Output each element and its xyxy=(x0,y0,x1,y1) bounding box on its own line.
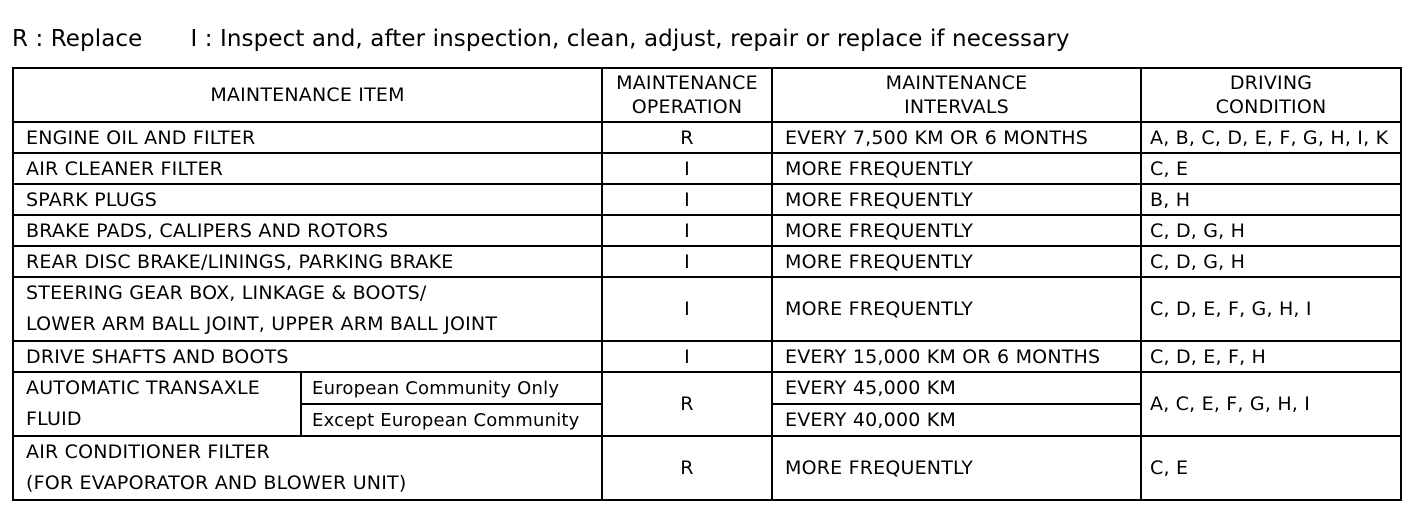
item-cell: SPARK PLUGS xyxy=(13,184,602,215)
sub-item-cell: Except European Community xyxy=(301,404,602,436)
interval-cell: MORE FREQUENTLY xyxy=(772,277,1141,341)
item-cell: DRIVE SHAFTS AND BOOTS xyxy=(13,341,602,372)
table-row xyxy=(13,122,1401,153)
table-row xyxy=(13,372,1401,404)
condition-cell: A, C, E, F, G, H, I xyxy=(1141,372,1401,436)
interval-cell: MORE FREQUENTLY xyxy=(772,184,1141,215)
table-row xyxy=(13,215,1401,246)
header-operation-line-1: MAINTENANCE xyxy=(616,72,758,94)
item-cell: REAR DISC BRAKE/LININGS, PARKING BRAKE xyxy=(13,246,602,277)
item-line-2: FLUID xyxy=(26,408,82,430)
header-maintenance-operation xyxy=(602,68,772,122)
item-cell: AIR CLEANER FILTER xyxy=(13,153,602,184)
header-maintenance-item: MAINTENANCE ITEM xyxy=(13,68,602,122)
interval-cell: MORE FREQUENTLY xyxy=(772,246,1141,277)
operation-cell: I xyxy=(602,184,772,215)
header-operation-line-2: OPERATION xyxy=(631,96,743,118)
operation-cell: R xyxy=(602,372,772,436)
condition-cell: C, E xyxy=(1141,153,1401,184)
table-row xyxy=(13,341,1401,372)
item-line-1: AIR CONDITIONER FILTER xyxy=(26,441,270,463)
condition-cell: C, D, E, F, H xyxy=(1141,341,1401,372)
sub-item-cell: European Community Only xyxy=(301,372,602,404)
maintenance-table xyxy=(12,67,1402,501)
item-cell xyxy=(13,372,301,436)
table-row xyxy=(13,184,1401,215)
interval-cell: MORE FREQUENTLY xyxy=(772,215,1141,246)
condition-cell: C, D, E, F, G, H, I xyxy=(1141,277,1401,341)
table-row xyxy=(13,153,1401,184)
operation-cell: R xyxy=(602,122,772,153)
interval-cell: MORE FREQUENTLY xyxy=(772,436,1141,500)
header-condition-line-1: DRIVING xyxy=(1229,72,1313,94)
condition-cell: C, D, G, H xyxy=(1141,215,1401,246)
operation-cell: I xyxy=(602,215,772,246)
item-line-1: STEERING GEAR BOX, LINKAGE & BOOTS/ xyxy=(26,282,427,304)
legend-replace: R : Replace xyxy=(12,26,143,52)
operation-cell: R xyxy=(602,436,772,500)
table-row xyxy=(13,246,1401,277)
table-row xyxy=(13,436,1401,500)
item-cell: ENGINE OIL AND FILTER xyxy=(13,122,602,153)
header-intervals-line-1: MAINTENANCE xyxy=(885,72,1028,94)
header-intervals-line-2: INTERVALS xyxy=(904,96,1009,118)
condition-cell: C, E xyxy=(1141,436,1401,500)
interval-cell: EVERY 7,500 KM OR 6 MONTHS xyxy=(772,122,1141,153)
header-condition-line-2: CONDITION xyxy=(1215,96,1327,118)
table-header-row xyxy=(13,68,1401,122)
interval-cell: EVERY 15,000 KM OR 6 MONTHS xyxy=(772,341,1141,372)
operation-cell: I xyxy=(602,153,772,184)
table-row xyxy=(13,277,1401,341)
item-line-1: AUTOMATIC TRANSAXLE xyxy=(26,377,260,399)
interval-cell: EVERY 45,000 KM xyxy=(772,372,1141,404)
legend-inspect: I : Inspect and, after inspection, clean, adjust, repair or replace if necessary xyxy=(190,26,1070,52)
item-line-2: (FOR EVAPORATOR AND BLOWER UNIT) xyxy=(26,472,407,494)
item-cell xyxy=(13,277,602,341)
operation-cell: I xyxy=(602,341,772,372)
item-line-2: LOWER ARM BALL JOINT, UPPER ARM BALL JOINT xyxy=(26,313,498,335)
item-cell: BRAKE PADS, CALIPERS AND ROTORS xyxy=(13,215,602,246)
operation-cell: I xyxy=(602,246,772,277)
legend xyxy=(12,26,1070,52)
condition-cell: B, H xyxy=(1141,184,1401,215)
interval-cell: MORE FREQUENTLY xyxy=(772,153,1141,184)
item-cell xyxy=(13,436,602,500)
header-driving-condition xyxy=(1141,68,1401,122)
condition-cell: C, D, G, H xyxy=(1141,246,1401,277)
interval-cell: EVERY 40,000 KM xyxy=(772,404,1141,436)
operation-cell: I xyxy=(602,277,772,341)
condition-cell: A, B, C, D, E, F, G, H, I, K xyxy=(1141,122,1401,153)
header-maintenance-intervals xyxy=(772,68,1141,122)
